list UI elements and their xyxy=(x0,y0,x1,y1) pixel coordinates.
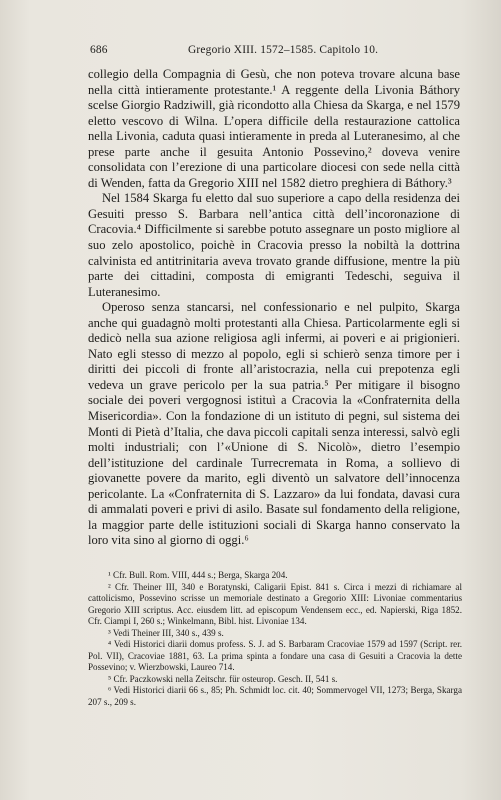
footnote: ¹ Cfr. Bull. Rom. VIII, 444 s.; Berga, Skarga 204. xyxy=(108,570,288,580)
footnote: ³ Vedi Theiner III, 340 s., 439 s. xyxy=(108,627,224,638)
page-number: 686 xyxy=(90,44,108,56)
footnote: ⁵ Cfr. Paczkowski nella Zeitschr. für osteurop. Gesch. II, 541 s. xyxy=(108,673,338,684)
running-title: Gregorio XIII. 1572–1585. Capitolo 10. xyxy=(188,44,379,56)
paragraph: collegio della Compagnia di Gesù, che non poteva trovare alcuna base nella città intieramente protestante.¹ A reggente della Livonia Báthory scelse Giorgio Radziwill, già ricondotto alla Chiesa da Skarga, e nel 1579 eletto vescovo di Wilna. L’opera difficile della restaurazione cattolica nella Livonia, caduta quasi intieramente in preda al Luteranesimo, al che prese parte anche il gesuita Antonio Possevino,² doveva venire consolidata con l’erezione di una particolare diocesi con sede nella città di Wenden, fatta da Gregorio XIII nel 1582 dietro preghiera di Báthory.³ xyxy=(88,67,460,190)
footnotes xyxy=(88,570,462,709)
footnote: ² Cfr. Theiner III, 340 e Boratynski, Caligarii Epist. 841 s. Circa i mezzi di richiamare al cattolicismo, Possevino scrisse un memoriale destinato a Gregorio XIII: Livoniae commentarius Gregorio XIII scriptus. Acc. eiusdem litt. ad episcopum Vendensem ecc., ed. Napierski, Riga 1852. Cfr. Ciampi I, 260 s.; Winkelmann, Bibl. hist. Livoniae 134. xyxy=(88,581,462,627)
footnote: ⁴ Vedi Historici diarii domus profess. S. J. ad S. Barbaram Cracoviae 1579 ad 1597 (Script. rer. Pol. VII), Cracoviae 1881, 63. La prima spinta a fondare una casa di Gesuiti a Cracovia la dette Possevino; v. Wierzbowski, Laureo 714. xyxy=(88,639,462,673)
footnote: ⁶ Vedi Historici diarii 66 s., 85; Ph. Schmidt loc. cit. 40; Sommervogel VII, 1273; Berga, Skarga 207 s., 209 s. xyxy=(88,685,462,708)
main-text xyxy=(88,67,460,549)
paragraph: Operoso senza stancarsi, nel confessionario e nel pulpito, Skarga anche qui guadagnò molti protestanti alla Chiesa. Particolarmente egli si dedicò nella sua azione religiosa agli infermi, ai poveri e ai prigionieri. Nato egli stesso di mezzo al popolo, egli si schierò senza timore per i diritti dei piccoli di fronte all’aristocrazia, nella cui prepotenza egli vedeva un grave pericolo per la sua patria.⁵ Per mitigare il bisogno sociale dei poveri vergognosi istituì a Cracovia la «Confraternita della Misericordia». Con la fondazione di un istituto di pegni, sul sistema dei Monti di Pietà d’Italia, che dava piccoli capitali senza interessi, salvò egli molti industriali; con l’«Unione di S. Nicolò», dietro l’esempio dell’istituzione del cardinale Turrecremata in Roma, a sollievo di giovanette povere da marito, egli diventò un salvatore dell’innocenza pericolante. La «Confraternita di S. Lazzaro» da lui fondata, davasi cura di ammalati poveri e privi di asilo. Basate sul fondamento della religione, la maggior parte delle istituzioni sociali di Skarga hanno conservato la loro vita sino al giorno di oggi.⁶ xyxy=(88,300,460,548)
paragraph: Nel 1584 Skarga fu eletto dal suo superiore a capo della residenza dei Gesuiti presso S. Barbara nell’antica città dell’incoronazione di Cracovia.⁴ Difficilmente si sarebbe potuto assegnare un posto migliore al suo zelo apostolico, poichè in Cracovia presso la nobiltà la dottrina calvinista ed antitrinitaria aveva trovato grande diffusione, mentre la più parte dei cittadini, composta di emigranti Tedeschi, seguiva il Luteranesimo. xyxy=(88,191,460,299)
